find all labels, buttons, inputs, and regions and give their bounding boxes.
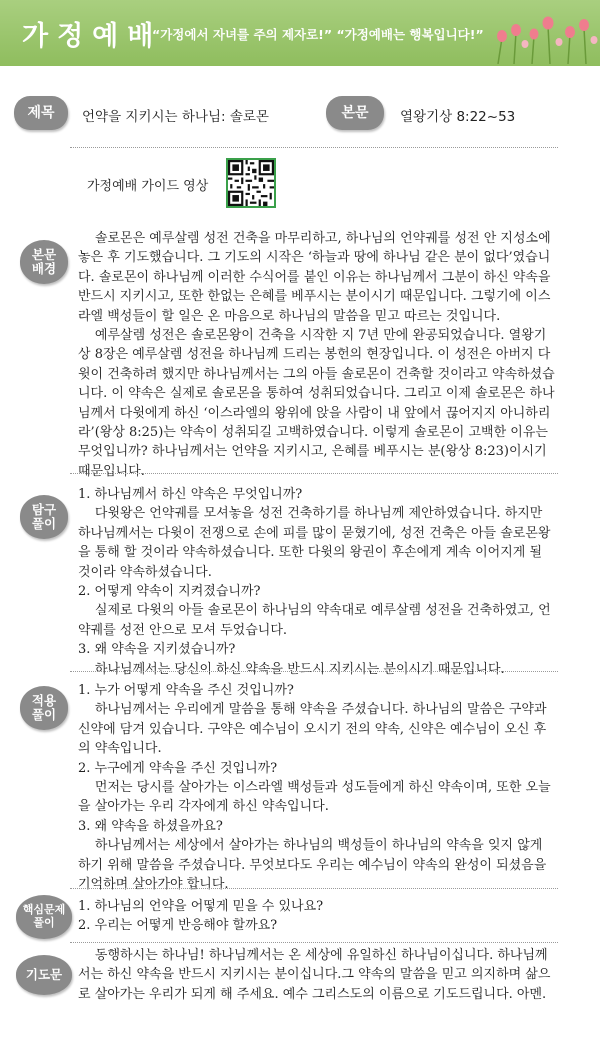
- core-label-line1: 핵심문제: [22, 903, 66, 917]
- core-label-badge: [16, 895, 72, 939]
- exploration-question: 3. 왜 약속을 지키셨습니까?: [78, 642, 236, 658]
- header-slogan: “가정에서 자녀를 주의 제자로!” “가정예배는 행복입니다!”: [152, 27, 484, 42]
- application-answer: 먼저는 당시를 살아가는 이스라엘 백성들과 성도들에게 하신 약속이며, 또한 오늘을 살아가는 우리 각자에게 하신 약속입니다.: [78, 780, 551, 815]
- background-text: [78, 229, 558, 481]
- application-label-line2: 풀이: [31, 707, 57, 722]
- tulip-decoration-icon: [488, 6, 600, 64]
- core-question: 2. 우리는 어떻게 반응해야 할까요?: [78, 918, 278, 934]
- scripture-label: 본문: [341, 104, 369, 121]
- application-text: [78, 681, 558, 894]
- background-paragraph: 솔로몬은 예루살렘 성전 건축을 마무리하고, 하나님의 언약궤를 성전 안 지성소에 놓은 후 기도했습니다. 그 기도의 시작은 ‘하늘과 땅에 하나님 같은 분이 없다’였습니다. 솔로몬이 하나님께 이러한 수식어를 붙인 이유는 하나님께서 그분이 하신 약속을 반드시 지키시고, 또한 한없는 은혜를 베푸시는 분이시기 때문입니다. 그렇기에 이스라엘 백성들이 할 일은 온 마음으로 하나님의 말씀을 믿고 따르는 것입니다.: [78, 231, 551, 324]
- qr-code-icon[interactable]: [226, 158, 276, 208]
- application-question: 3. 왜 약속을 하셨을까요?: [78, 818, 223, 834]
- application-label-line1: 적용: [31, 692, 57, 708]
- core-label-line2: 풀이: [33, 916, 55, 929]
- core-question: 1. 하나님의 언약을 어떻게 믿을 수 있나요?: [78, 899, 324, 914]
- sermon-title: 언약을 지키시는 하나님: 솔로몬: [82, 109, 269, 125]
- prayer-text: [78, 946, 558, 1004]
- application-question: 2. 누구에게 약속을 주신 것입니까?: [78, 760, 278, 776]
- exploration-answer: 다윗왕은 언약궤를 모셔놓을 성전 건축하기를 하나님께 제안하였습니다. 하지만 하나님께서는 다윗이 전쟁으로 손에 피를 많이 묻혔기에, 성전 건축은 아들 솔로몬왕을 통해 할 것이라 약속하셨습니다. 또한 다윗의 왕권이 후손에게 계속 이어지게 될 것이라 약속하셨습니다.: [78, 506, 551, 580]
- background-paragraph: 예루살렘 성전은 솔로몬왕이 건축을 시작한 지 7년 만에 완공되었습니다. 열왕기상 8장은 예루살렘 성전을 하나님께 드리는 봉헌의 현장입니다. 이 성전은 아버지 다윗이 건축하려 했지만 하나님께서는 그의 아들 솔로몬이 건축할 것이라고 약속하셨습니다. 이 약속은 실제로 솔로몬을 통하여 성취되었습니다. 그리고 이제 솔로몬은 하나님께서 다윗에게 하신 ‘이스라엘의 왕위에 앉을 사람이 내 앞에서 끊어지지 아니하리라’(왕상 8:25)는 약속이 성취되길 고백하였습니다. 이렇게 솔로몬이 고백한 이유는 무엇입니까? 하나님께서는 언약을 지키시고, 은혜를 베푸시는 분(왕상 8:23)이시기 때문입니다.: [78, 328, 555, 479]
- guide-video-label: 가정예배 가이드 영상: [87, 179, 209, 194]
- background-label-line1: 본문: [31, 246, 57, 262]
- divider: [70, 888, 558, 889]
- title-label-badge: [14, 96, 68, 130]
- application-answer: 하나님께서는 세상에서 살아가는 하나님의 백성들이 하나님의 약속을 잊지 않게 하기 위해 말씀을 주셨습니다. 무엇보다도 우리는 예수님이 약속의 완성이 되셨음을 기억하며 살아가야 합니다.: [78, 838, 547, 893]
- title-label: 제목: [27, 104, 55, 121]
- prayer-paragraph: 동행하시는 하나님! 하나님께서는 온 세상에 유일하신 하나님이십니다. 하나님께서는 하신 약속을 반드시 지키시는 분이십니다.그 약속의 말씀을 믿고 의지하며 삶으로 살아가는 우리가 되게 해 주세요. 예수 그리스도의 이름으로 기도드립니다. 아멘.: [78, 948, 551, 1002]
- background-label-badge: [20, 240, 68, 284]
- scripture-label-badge: [326, 96, 384, 130]
- exploration-answer: 실제로 다윗의 아들 솔로몬이 하나님의 약속대로 예루살렘 성전을 건축하였고, 언약궤를 성전 안으로 모셔 두었습니다.: [78, 603, 551, 638]
- background-label-line2: 배경: [31, 261, 57, 276]
- exploration-question: 1. 하나님께서 하신 약속은 무엇입니까?: [78, 487, 303, 502]
- page-title: 가정예배: [22, 21, 163, 52]
- exploration-label-line2: 풀이: [31, 516, 57, 531]
- divider: [70, 942, 558, 943]
- divider: [70, 147, 558, 148]
- divider: [70, 473, 558, 474]
- prayer-label: 기도문: [25, 966, 63, 982]
- application-label-badge: [20, 686, 68, 730]
- core-text: [78, 897, 558, 936]
- application-answer: 하나님께서는 우리에게 말씀을 통해 약속을 주셨습니다. 하나님의 말씀은 구약과 신약에 담겨 있습니다. 구약은 예수님이 오시기 전의 약속, 신약은 예수님이 오신 후의 약속입니다.: [78, 702, 547, 757]
- exploration-label-line1: 탐구: [31, 501, 57, 517]
- divider: [70, 671, 558, 672]
- exploration-text: [78, 485, 558, 679]
- exploration-question: 2. 어떻게 약속이 지켜졌습니까?: [78, 584, 261, 600]
- page-header: [0, 0, 600, 66]
- exploration-answer: 하나님께서는 당신이 하신 약속을 반드시 지키시는 분이시기 때문입니다.: [94, 661, 505, 677]
- prayer-label-badge: [16, 955, 72, 995]
- scripture-reference: 열왕기상 8:22~53: [400, 109, 516, 125]
- application-question: 1. 누가 어떻게 약속을 주신 것입니까?: [78, 683, 294, 698]
- exploration-label-badge: [20, 495, 68, 539]
